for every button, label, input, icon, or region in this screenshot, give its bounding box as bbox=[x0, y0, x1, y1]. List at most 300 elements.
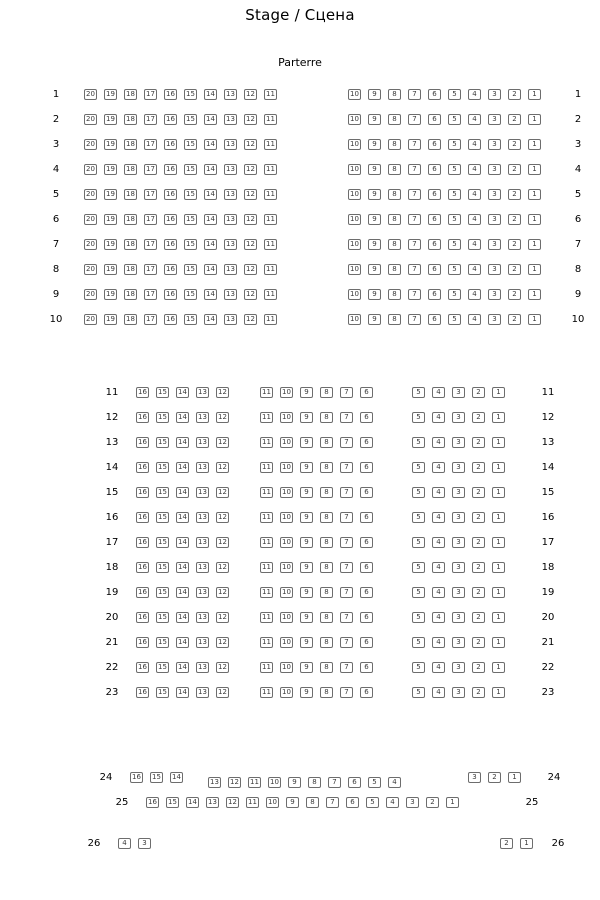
seat[interactable]: 1 bbox=[520, 838, 533, 849]
seat[interactable]: 5 bbox=[448, 314, 461, 325]
seat[interactable]: 10 bbox=[280, 437, 293, 448]
seat[interactable]: 12 bbox=[216, 637, 229, 648]
seat[interactable]: 7 bbox=[340, 437, 353, 448]
seat[interactable]: 6 bbox=[346, 797, 359, 808]
seat[interactable]: 18 bbox=[124, 189, 137, 200]
seat[interactable]: 8 bbox=[388, 239, 401, 250]
seat[interactable]: 18 bbox=[124, 139, 137, 150]
seat[interactable]: 20 bbox=[84, 164, 97, 175]
seat[interactable]: 15 bbox=[156, 487, 169, 498]
seat[interactable]: 6 bbox=[360, 562, 373, 573]
seat[interactable]: 2 bbox=[472, 487, 485, 498]
seat[interactable]: 11 bbox=[260, 462, 273, 473]
seat[interactable]: 11 bbox=[264, 139, 277, 150]
seat[interactable]: 11 bbox=[260, 587, 273, 598]
seat[interactable]: 15 bbox=[184, 114, 197, 125]
seat[interactable]: 8 bbox=[320, 387, 333, 398]
seat[interactable]: 11 bbox=[264, 289, 277, 300]
seat[interactable]: 14 bbox=[176, 537, 189, 548]
seat[interactable]: 4 bbox=[432, 387, 445, 398]
seat[interactable]: 1 bbox=[528, 189, 541, 200]
seat[interactable]: 11 bbox=[264, 89, 277, 100]
seat[interactable]: 19 bbox=[104, 289, 117, 300]
seat[interactable]: 3 bbox=[488, 164, 501, 175]
seat[interactable]: 16 bbox=[164, 164, 177, 175]
seat[interactable]: 7 bbox=[408, 114, 421, 125]
seat[interactable]: 3 bbox=[452, 537, 465, 548]
seat[interactable]: 6 bbox=[428, 314, 441, 325]
seat[interactable]: 9 bbox=[368, 164, 381, 175]
seat[interactable]: 6 bbox=[360, 612, 373, 623]
seat[interactable]: 10 bbox=[280, 562, 293, 573]
seat[interactable]: 5 bbox=[412, 687, 425, 698]
seat[interactable]: 12 bbox=[216, 487, 229, 498]
seat[interactable]: 13 bbox=[224, 114, 237, 125]
seat[interactable]: 11 bbox=[260, 387, 273, 398]
seat[interactable]: 9 bbox=[300, 512, 313, 523]
seat[interactable]: 6 bbox=[360, 512, 373, 523]
seat[interactable]: 3 bbox=[452, 687, 465, 698]
seat[interactable]: 19 bbox=[104, 89, 117, 100]
seat[interactable]: 13 bbox=[196, 387, 209, 398]
seat[interactable]: 13 bbox=[224, 189, 237, 200]
seat[interactable]: 8 bbox=[308, 777, 321, 788]
seat[interactable]: 6 bbox=[428, 189, 441, 200]
seat[interactable]: 18 bbox=[124, 214, 137, 225]
seat[interactable]: 7 bbox=[340, 637, 353, 648]
seat[interactable]: 2 bbox=[500, 838, 513, 849]
seat[interactable]: 8 bbox=[320, 487, 333, 498]
seat[interactable]: 12 bbox=[244, 89, 257, 100]
seat[interactable]: 11 bbox=[264, 164, 277, 175]
seat[interactable]: 12 bbox=[216, 462, 229, 473]
seat[interactable]: 6 bbox=[348, 777, 361, 788]
seat[interactable]: 11 bbox=[260, 537, 273, 548]
seat[interactable]: 12 bbox=[216, 412, 229, 423]
seat[interactable]: 8 bbox=[320, 437, 333, 448]
seat[interactable]: 8 bbox=[388, 264, 401, 275]
seat[interactable]: 7 bbox=[340, 387, 353, 398]
seat[interactable]: 4 bbox=[432, 687, 445, 698]
seat[interactable]: 9 bbox=[368, 264, 381, 275]
seat[interactable]: 2 bbox=[508, 114, 521, 125]
seat[interactable]: 12 bbox=[244, 289, 257, 300]
seat[interactable]: 5 bbox=[366, 797, 379, 808]
seat[interactable]: 13 bbox=[196, 562, 209, 573]
seat[interactable]: 16 bbox=[136, 612, 149, 623]
seat[interactable]: 16 bbox=[164, 264, 177, 275]
seat[interactable]: 7 bbox=[340, 412, 353, 423]
seat[interactable]: 7 bbox=[340, 612, 353, 623]
seat[interactable]: 20 bbox=[84, 314, 97, 325]
seat[interactable]: 13 bbox=[208, 777, 221, 788]
seat[interactable]: 13 bbox=[196, 437, 209, 448]
seat[interactable]: 20 bbox=[84, 214, 97, 225]
seat[interactable]: 4 bbox=[468, 239, 481, 250]
seat[interactable]: 2 bbox=[508, 314, 521, 325]
seat[interactable]: 11 bbox=[264, 189, 277, 200]
seat[interactable]: 12 bbox=[216, 587, 229, 598]
seat[interactable]: 1 bbox=[492, 387, 505, 398]
seat[interactable]: 15 bbox=[184, 239, 197, 250]
seat[interactable]: 5 bbox=[448, 114, 461, 125]
seat[interactable]: 15 bbox=[184, 189, 197, 200]
seat[interactable]: 17 bbox=[144, 139, 157, 150]
seat[interactable]: 16 bbox=[164, 214, 177, 225]
seat[interactable]: 15 bbox=[156, 637, 169, 648]
seat[interactable]: 15 bbox=[166, 797, 179, 808]
seat[interactable]: 3 bbox=[452, 512, 465, 523]
seat[interactable]: 15 bbox=[156, 687, 169, 698]
seat[interactable]: 1 bbox=[492, 437, 505, 448]
seat[interactable]: 19 bbox=[104, 239, 117, 250]
seat[interactable]: 16 bbox=[164, 289, 177, 300]
seat[interactable]: 4 bbox=[432, 487, 445, 498]
seat[interactable]: 17 bbox=[144, 214, 157, 225]
seat[interactable]: 11 bbox=[246, 797, 259, 808]
seat[interactable]: 17 bbox=[144, 164, 157, 175]
seat[interactable]: 4 bbox=[432, 612, 445, 623]
seat[interactable]: 8 bbox=[388, 189, 401, 200]
seat[interactable]: 9 bbox=[288, 777, 301, 788]
seat[interactable]: 14 bbox=[204, 289, 217, 300]
seat[interactable]: 12 bbox=[244, 164, 257, 175]
seat[interactable]: 3 bbox=[488, 114, 501, 125]
seat[interactable]: 19 bbox=[104, 189, 117, 200]
seat[interactable]: 5 bbox=[412, 587, 425, 598]
seat[interactable]: 2 bbox=[508, 214, 521, 225]
seat[interactable]: 11 bbox=[248, 777, 261, 788]
seat[interactable]: 9 bbox=[368, 214, 381, 225]
seat[interactable]: 10 bbox=[280, 537, 293, 548]
seat[interactable]: 20 bbox=[84, 239, 97, 250]
seat[interactable]: 10 bbox=[280, 487, 293, 498]
seat[interactable]: 12 bbox=[244, 314, 257, 325]
seat[interactable]: 14 bbox=[176, 587, 189, 598]
seat[interactable]: 17 bbox=[144, 189, 157, 200]
seat[interactable]: 8 bbox=[388, 214, 401, 225]
seat[interactable]: 14 bbox=[186, 797, 199, 808]
seat[interactable]: 10 bbox=[280, 387, 293, 398]
seat[interactable]: 9 bbox=[368, 314, 381, 325]
seat[interactable]: 20 bbox=[84, 189, 97, 200]
seat[interactable]: 16 bbox=[136, 487, 149, 498]
seat[interactable]: 5 bbox=[412, 412, 425, 423]
seat[interactable]: 5 bbox=[412, 537, 425, 548]
seat[interactable]: 2 bbox=[472, 437, 485, 448]
seat[interactable]: 2 bbox=[508, 89, 521, 100]
seat[interactable]: 10 bbox=[280, 637, 293, 648]
seat[interactable]: 12 bbox=[226, 797, 239, 808]
seat[interactable]: 1 bbox=[528, 264, 541, 275]
seat[interactable]: 15 bbox=[156, 537, 169, 548]
seat[interactable]: 7 bbox=[340, 662, 353, 673]
seat[interactable]: 9 bbox=[300, 637, 313, 648]
seat[interactable]: 13 bbox=[196, 637, 209, 648]
seat[interactable]: 2 bbox=[508, 264, 521, 275]
seat[interactable]: 6 bbox=[428, 264, 441, 275]
seat[interactable]: 8 bbox=[388, 114, 401, 125]
seat[interactable]: 7 bbox=[340, 487, 353, 498]
seat[interactable]: 6 bbox=[428, 289, 441, 300]
seat[interactable]: 5 bbox=[448, 164, 461, 175]
seat[interactable]: 13 bbox=[224, 314, 237, 325]
seat[interactable]: 20 bbox=[84, 114, 97, 125]
seat[interactable]: 10 bbox=[268, 777, 281, 788]
seat[interactable]: 20 bbox=[84, 89, 97, 100]
seat[interactable]: 15 bbox=[184, 314, 197, 325]
seat[interactable]: 1 bbox=[528, 139, 541, 150]
seat[interactable]: 18 bbox=[124, 239, 137, 250]
seat[interactable]: 2 bbox=[472, 537, 485, 548]
seat[interactable]: 1 bbox=[492, 487, 505, 498]
seat[interactable]: 20 bbox=[84, 289, 97, 300]
seat[interactable]: 16 bbox=[136, 537, 149, 548]
seat[interactable]: 7 bbox=[408, 314, 421, 325]
seat[interactable]: 13 bbox=[224, 239, 237, 250]
seat[interactable]: 2 bbox=[426, 797, 439, 808]
seat[interactable]: 8 bbox=[320, 537, 333, 548]
seat[interactable]: 10 bbox=[348, 314, 361, 325]
seat[interactable]: 4 bbox=[468, 289, 481, 300]
seat[interactable]: 12 bbox=[244, 189, 257, 200]
seat[interactable]: 4 bbox=[118, 838, 131, 849]
seat[interactable]: 4 bbox=[432, 462, 445, 473]
seat[interactable]: 10 bbox=[348, 239, 361, 250]
seat[interactable]: 4 bbox=[468, 114, 481, 125]
seat[interactable]: 9 bbox=[300, 587, 313, 598]
seat[interactable]: 16 bbox=[164, 314, 177, 325]
seat[interactable]: 14 bbox=[176, 412, 189, 423]
seat[interactable]: 20 bbox=[84, 264, 97, 275]
seat[interactable]: 3 bbox=[452, 562, 465, 573]
seat[interactable]: 10 bbox=[348, 214, 361, 225]
seat[interactable]: 5 bbox=[448, 189, 461, 200]
seat[interactable]: 13 bbox=[196, 487, 209, 498]
seat[interactable]: 5 bbox=[448, 239, 461, 250]
seat[interactable]: 9 bbox=[368, 139, 381, 150]
seat[interactable]: 6 bbox=[360, 537, 373, 548]
seat[interactable]: 2 bbox=[472, 512, 485, 523]
seat[interactable]: 2 bbox=[472, 462, 485, 473]
seat[interactable]: 5 bbox=[412, 637, 425, 648]
seat[interactable]: 7 bbox=[408, 239, 421, 250]
seat[interactable]: 12 bbox=[244, 114, 257, 125]
seat[interactable]: 10 bbox=[280, 587, 293, 598]
seat[interactable]: 4 bbox=[432, 662, 445, 673]
seat[interactable]: 5 bbox=[412, 512, 425, 523]
seat[interactable]: 6 bbox=[428, 214, 441, 225]
seat[interactable]: 2 bbox=[472, 387, 485, 398]
seat[interactable]: 16 bbox=[136, 387, 149, 398]
seat[interactable]: 4 bbox=[468, 214, 481, 225]
seat[interactable]: 5 bbox=[412, 437, 425, 448]
seat[interactable]: 9 bbox=[300, 537, 313, 548]
seat[interactable]: 13 bbox=[224, 214, 237, 225]
seat[interactable]: 13 bbox=[224, 164, 237, 175]
seat[interactable]: 18 bbox=[124, 289, 137, 300]
seat[interactable]: 10 bbox=[280, 687, 293, 698]
seat[interactable]: 11 bbox=[264, 214, 277, 225]
seat[interactable]: 16 bbox=[136, 437, 149, 448]
seat[interactable]: 6 bbox=[428, 164, 441, 175]
seat[interactable]: 15 bbox=[184, 264, 197, 275]
seat[interactable]: 11 bbox=[260, 437, 273, 448]
seat[interactable]: 15 bbox=[156, 462, 169, 473]
seat[interactable]: 17 bbox=[144, 289, 157, 300]
seat[interactable]: 8 bbox=[388, 164, 401, 175]
seat[interactable]: 19 bbox=[104, 314, 117, 325]
seat[interactable]: 1 bbox=[446, 797, 459, 808]
seat[interactable]: 11 bbox=[264, 264, 277, 275]
seat[interactable]: 10 bbox=[280, 462, 293, 473]
seat[interactable]: 14 bbox=[176, 462, 189, 473]
seat[interactable]: 3 bbox=[452, 387, 465, 398]
seat[interactable]: 4 bbox=[468, 89, 481, 100]
seat[interactable]: 14 bbox=[170, 772, 183, 783]
seat[interactable]: 16 bbox=[146, 797, 159, 808]
seat[interactable]: 15 bbox=[184, 89, 197, 100]
seat[interactable]: 5 bbox=[448, 264, 461, 275]
seat[interactable]: 15 bbox=[156, 387, 169, 398]
seat[interactable]: 1 bbox=[528, 214, 541, 225]
seat[interactable]: 8 bbox=[320, 412, 333, 423]
seat[interactable]: 9 bbox=[300, 387, 313, 398]
seat[interactable]: 10 bbox=[348, 114, 361, 125]
seat[interactable]: 1 bbox=[492, 412, 505, 423]
seat[interactable]: 4 bbox=[386, 797, 399, 808]
seat[interactable]: 8 bbox=[388, 139, 401, 150]
seat[interactable]: 11 bbox=[260, 412, 273, 423]
seat[interactable]: 5 bbox=[368, 777, 381, 788]
seat[interactable]: 2 bbox=[508, 139, 521, 150]
seat[interactable]: 1 bbox=[528, 164, 541, 175]
seat[interactable]: 14 bbox=[204, 89, 217, 100]
seat[interactable]: 7 bbox=[408, 164, 421, 175]
seat[interactable]: 12 bbox=[244, 239, 257, 250]
seat[interactable]: 9 bbox=[368, 89, 381, 100]
seat[interactable]: 12 bbox=[216, 537, 229, 548]
seat[interactable]: 8 bbox=[320, 637, 333, 648]
seat[interactable]: 2 bbox=[472, 412, 485, 423]
seat[interactable]: 7 bbox=[408, 214, 421, 225]
seat[interactable]: 3 bbox=[488, 139, 501, 150]
seat[interactable]: 1 bbox=[528, 114, 541, 125]
seat[interactable]: 13 bbox=[224, 89, 237, 100]
seat[interactable]: 20 bbox=[84, 139, 97, 150]
seat[interactable]: 13 bbox=[196, 587, 209, 598]
seat[interactable]: 10 bbox=[280, 512, 293, 523]
seat[interactable]: 7 bbox=[340, 512, 353, 523]
seat[interactable]: 3 bbox=[406, 797, 419, 808]
seat[interactable]: 3 bbox=[488, 214, 501, 225]
seat[interactable]: 17 bbox=[144, 89, 157, 100]
seat[interactable]: 18 bbox=[124, 164, 137, 175]
seat[interactable]: 4 bbox=[468, 264, 481, 275]
seat[interactable]: 10 bbox=[348, 89, 361, 100]
seat[interactable]: 6 bbox=[428, 139, 441, 150]
seat[interactable]: 5 bbox=[412, 462, 425, 473]
seat[interactable]: 6 bbox=[360, 462, 373, 473]
seat[interactable]: 7 bbox=[340, 537, 353, 548]
seat[interactable]: 5 bbox=[412, 562, 425, 573]
seat[interactable]: 7 bbox=[340, 587, 353, 598]
seat[interactable]: 6 bbox=[360, 587, 373, 598]
seat[interactable]: 8 bbox=[320, 612, 333, 623]
seat[interactable]: 15 bbox=[156, 587, 169, 598]
seat[interactable]: 16 bbox=[136, 587, 149, 598]
seat[interactable]: 14 bbox=[176, 512, 189, 523]
seat[interactable]: 6 bbox=[360, 437, 373, 448]
seat[interactable]: 9 bbox=[300, 437, 313, 448]
seat[interactable]: 16 bbox=[136, 412, 149, 423]
seat[interactable]: 19 bbox=[104, 164, 117, 175]
seat[interactable]: 2 bbox=[508, 239, 521, 250]
seat[interactable]: 3 bbox=[452, 462, 465, 473]
seat[interactable]: 13 bbox=[196, 512, 209, 523]
seat[interactable]: 2 bbox=[472, 662, 485, 673]
seat[interactable]: 9 bbox=[300, 462, 313, 473]
seat[interactable]: 12 bbox=[244, 264, 257, 275]
seat[interactable]: 1 bbox=[492, 512, 505, 523]
seat[interactable]: 12 bbox=[216, 562, 229, 573]
seat[interactable]: 15 bbox=[156, 562, 169, 573]
seat[interactable]: 12 bbox=[216, 512, 229, 523]
seat[interactable]: 13 bbox=[224, 289, 237, 300]
seat[interactable]: 2 bbox=[472, 637, 485, 648]
seat[interactable]: 5 bbox=[412, 387, 425, 398]
seat[interactable]: 19 bbox=[104, 214, 117, 225]
seat[interactable]: 1 bbox=[492, 537, 505, 548]
seat[interactable]: 13 bbox=[196, 412, 209, 423]
seat[interactable]: 2 bbox=[472, 612, 485, 623]
seat[interactable]: 4 bbox=[468, 139, 481, 150]
seat[interactable]: 15 bbox=[156, 437, 169, 448]
seat[interactable]: 1 bbox=[528, 89, 541, 100]
seat[interactable]: 17 bbox=[144, 239, 157, 250]
seat[interactable]: 3 bbox=[488, 264, 501, 275]
seat[interactable]: 14 bbox=[176, 687, 189, 698]
seat[interactable]: 10 bbox=[280, 662, 293, 673]
seat[interactable]: 8 bbox=[388, 89, 401, 100]
seat[interactable]: 16 bbox=[136, 687, 149, 698]
seat[interactable]: 7 bbox=[326, 797, 339, 808]
seat[interactable]: 15 bbox=[156, 612, 169, 623]
seat[interactable]: 2 bbox=[472, 687, 485, 698]
seat[interactable]: 14 bbox=[204, 239, 217, 250]
seat[interactable]: 4 bbox=[432, 512, 445, 523]
seat[interactable]: 3 bbox=[452, 487, 465, 498]
seat[interactable]: 5 bbox=[448, 89, 461, 100]
seat[interactable]: 12 bbox=[216, 662, 229, 673]
seat[interactable]: 8 bbox=[320, 687, 333, 698]
seat[interactable]: 11 bbox=[260, 487, 273, 498]
seat[interactable]: 5 bbox=[412, 612, 425, 623]
seat[interactable]: 16 bbox=[164, 189, 177, 200]
seat[interactable]: 13 bbox=[196, 462, 209, 473]
seat[interactable]: 16 bbox=[164, 114, 177, 125]
seat[interactable]: 14 bbox=[204, 189, 217, 200]
seat[interactable]: 10 bbox=[348, 164, 361, 175]
seat[interactable]: 8 bbox=[388, 314, 401, 325]
seat[interactable]: 4 bbox=[468, 164, 481, 175]
seat[interactable]: 7 bbox=[408, 289, 421, 300]
seat[interactable]: 14 bbox=[176, 662, 189, 673]
seat[interactable]: 16 bbox=[136, 662, 149, 673]
seat[interactable]: 1 bbox=[492, 587, 505, 598]
seat[interactable]: 16 bbox=[136, 637, 149, 648]
seat[interactable]: 11 bbox=[260, 612, 273, 623]
